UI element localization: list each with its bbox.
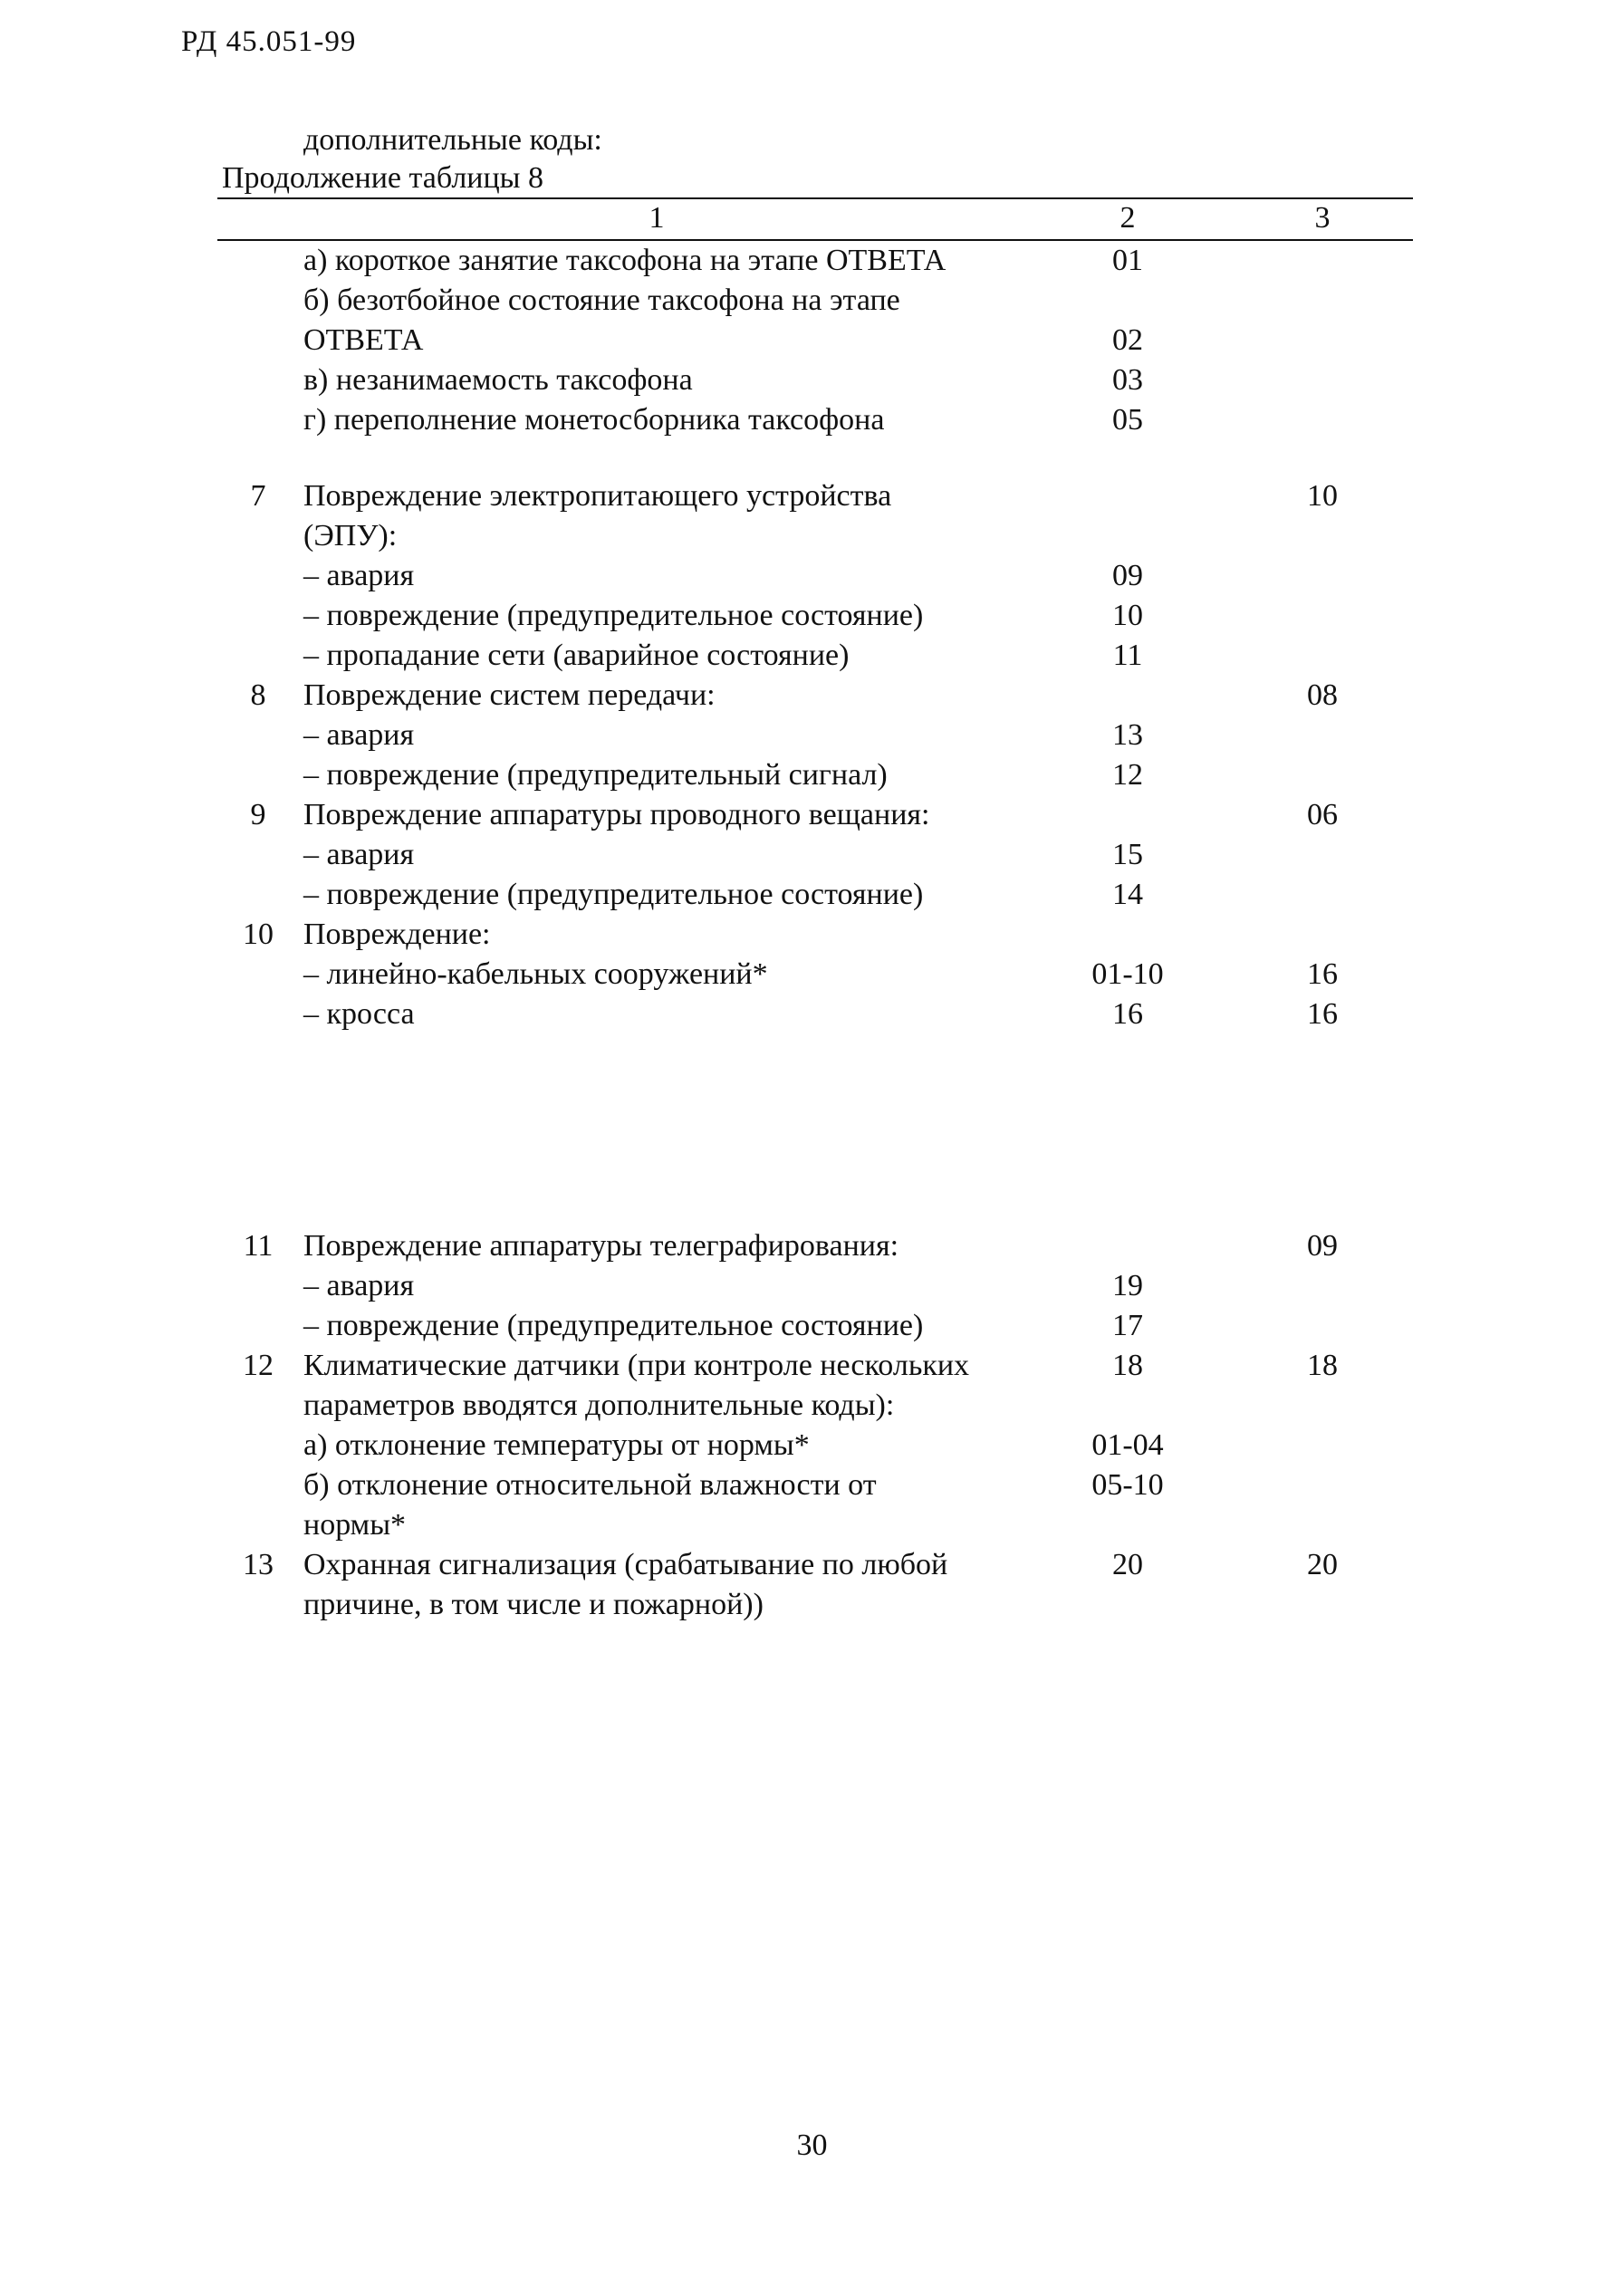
page-number: 30 <box>796 2128 828 2162</box>
row-number: 9 <box>250 798 266 831</box>
row-text: – авария <box>303 838 415 871</box>
row-code: 09 <box>1112 559 1143 592</box>
row-text: – повреждение (предупредительное состояние) <box>303 878 924 911</box>
row-code: 16 <box>1112 997 1143 1031</box>
row-code: 18 <box>1112 1349 1143 1382</box>
row-text: – кросса <box>303 997 415 1031</box>
row-number: 13 <box>243 1548 274 1581</box>
row-code: 20 <box>1112 1548 1143 1581</box>
row-code: 01-10 <box>1091 957 1164 991</box>
row-text: в) незанимаемость таксофона <box>303 363 693 397</box>
row-code: 12 <box>1112 758 1143 792</box>
row-group-code: 09 <box>1307 1229 1338 1263</box>
row-group-code: 18 <box>1307 1349 1338 1382</box>
row-code: 05 <box>1112 403 1143 437</box>
row-code: 02 <box>1112 323 1143 357</box>
row-text: – пропадание сети (аварийное состояние) <box>303 639 850 672</box>
row-text: причине, в том числе и пожарной)) <box>303 1588 764 1621</box>
intro-text: дополнительные коды: <box>303 123 602 157</box>
row-code: 19 <box>1112 1269 1143 1302</box>
column-header-3: 3 <box>1314 201 1331 235</box>
row-code: 11 <box>1112 639 1143 672</box>
row-number: 7 <box>250 479 266 513</box>
row-group-code: 16 <box>1307 997 1338 1031</box>
row-text: б) отклонение относительной влажности от <box>303 1468 877 1502</box>
row-text: Повреждение: <box>303 918 491 951</box>
column-header-1: 1 <box>649 201 665 235</box>
row-text: а) отклонение температуры от нормы* <box>303 1428 810 1462</box>
row-text: – авария <box>303 718 415 752</box>
row-text: – авария <box>303 1269 415 1302</box>
row-number: 11 <box>243 1229 274 1263</box>
row-text: Повреждение электропитающего устройства <box>303 479 892 513</box>
row-text: – повреждение (предупредительное состояние) <box>303 599 924 632</box>
row-text: г) переполнение монетосборника таксофона <box>303 403 885 437</box>
row-text: – линейно-кабельных сооружений* <box>303 957 768 991</box>
column-header-2: 2 <box>1120 201 1136 235</box>
row-group-code: 08 <box>1307 678 1338 712</box>
row-group-code: 10 <box>1307 479 1338 513</box>
row-text: Охранная сигнализация (срабатывание по любой <box>303 1548 948 1581</box>
row-code: 15 <box>1112 838 1143 871</box>
table-continuation-label: Продолжение таблицы 8 <box>222 161 544 195</box>
table-top-rule <box>217 197 1413 199</box>
row-group-code: 20 <box>1307 1548 1338 1581</box>
row-text: нормы* <box>303 1508 407 1542</box>
row-text: Климатические датчики (при контроле нескольких <box>303 1349 970 1382</box>
row-number: 12 <box>243 1349 274 1382</box>
row-text: параметров вводятся дополнительные коды): <box>303 1389 895 1422</box>
row-group-code: 16 <box>1307 957 1338 991</box>
row-code: 10 <box>1112 599 1143 632</box>
row-code: 05-10 <box>1091 1468 1164 1502</box>
row-text: ОТВЕТА <box>303 323 424 357</box>
row-text: б) безотбойное состояние таксофона на этапе <box>303 283 900 317</box>
row-text: Повреждение аппаратуры телеграфирования: <box>303 1229 899 1263</box>
row-text: а) короткое занятие таксофона на этапе ОТВЕТА <box>303 244 947 277</box>
row-text: – авария <box>303 559 415 592</box>
row-text: Повреждение систем передачи: <box>303 678 716 712</box>
doc-code: РД 45.051-99 <box>181 25 357 58</box>
row-code: 14 <box>1112 878 1143 911</box>
row-code: 13 <box>1112 718 1143 752</box>
row-code: 01 <box>1112 244 1143 277</box>
row-code: 17 <box>1112 1309 1143 1342</box>
row-number: 10 <box>243 918 274 951</box>
row-code: 01-04 <box>1091 1428 1164 1462</box>
row-text: – повреждение (предупредительное состояние) <box>303 1309 924 1342</box>
row-group-code: 06 <box>1307 798 1338 831</box>
row-code: 03 <box>1112 363 1143 397</box>
row-text: – повреждение (предупредительный сигнал) <box>303 758 888 792</box>
row-number: 8 <box>250 678 266 712</box>
row-text: Повреждение аппаратуры проводного вещания: <box>303 798 930 831</box>
row-text: (ЭПУ): <box>303 519 398 553</box>
